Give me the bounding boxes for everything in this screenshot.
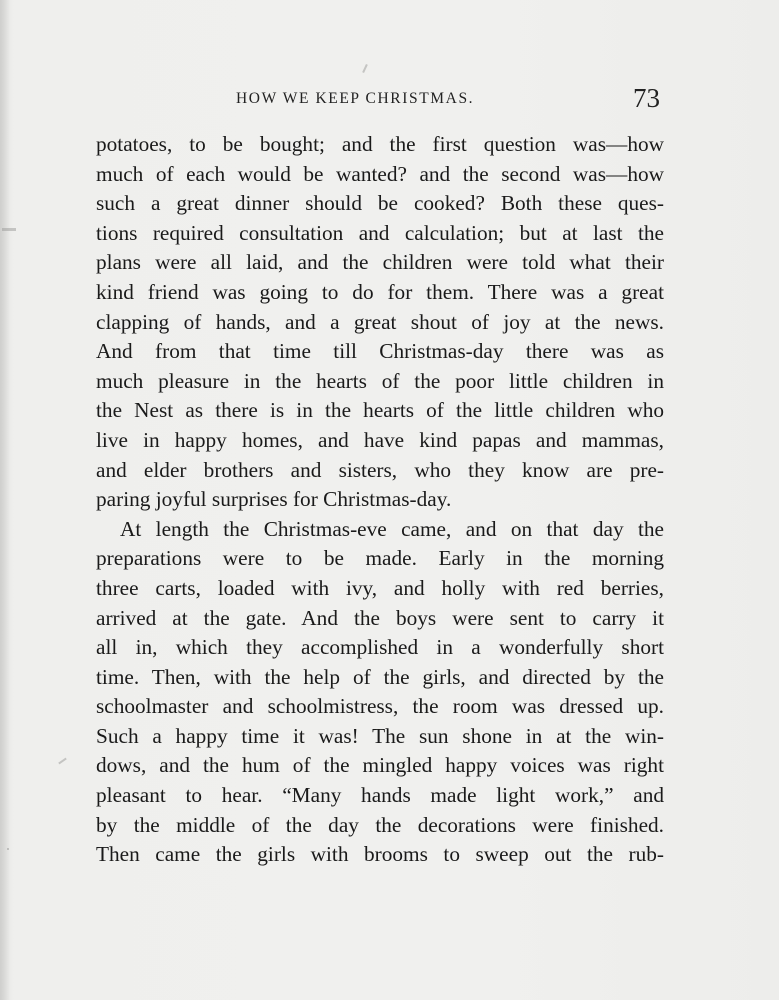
text-line: Then came the girls with brooms to sweep out the rub-	[96, 842, 664, 867]
text-line: the Nest as there is in the hearts of the little children who	[96, 398, 664, 423]
text-line: clapping of hands, and a great shout of joy at the news.	[96, 309, 664, 334]
body-text	[96, 130, 664, 870]
text-line: At length the Christmas-eve came, and on that day the	[120, 516, 664, 541]
text-line: preparations were to be made. Early in the morning	[96, 546, 664, 571]
text-line: dows, and the hum of the mingled happy voices was right	[96, 753, 664, 778]
text-line: much pleasure in the hearts of the poor little children in	[96, 368, 664, 393]
text-line: such a great dinner should be cooked? Both these ques-	[96, 191, 664, 216]
text-line: much of each would be wanted? and the second was—how	[96, 161, 664, 186]
text-line: live in happy homes, and have kind papas and mammas,	[96, 427, 664, 452]
paper-speck	[2, 228, 16, 231]
text-line: arrived at the gate. And the boys were sent to carry it	[96, 605, 664, 630]
text-line: all in, which they accomplished in a wonderfully short	[96, 635, 664, 660]
text-line: pleasant to hear. “Many hands made light work,” and	[96, 783, 664, 808]
gutter-shadow	[0, 0, 10, 1000]
paper-speck	[58, 758, 67, 765]
text-line: Such a happy time it was! The sun shone in at the win-	[96, 723, 664, 748]
text-line: three carts, loaded with ivy, and holly with red berries,	[96, 575, 664, 600]
text-line: tions required consultation and calculation; but at last the	[96, 220, 664, 245]
text-line: kind friend was going to do for them. There was a great	[96, 279, 664, 304]
paper-speck	[7, 848, 9, 850]
page-number: 73	[633, 83, 660, 113]
text-line: and elder brothers and sisters, who they know are pre-	[96, 457, 664, 482]
text-line: schoolmaster and schoolmistress, the room was dressed up.	[96, 694, 664, 719]
running-head: HOW WE KEEP CHRISTMAS.	[236, 90, 475, 107]
text-line: And from that time till Christmas-day there was as	[96, 339, 664, 364]
page-header	[96, 83, 666, 122]
text-line: time. Then, with the help of the girls, and directed by the	[96, 664, 664, 689]
text-line: plans were all laid, and the children were told what their	[96, 250, 664, 275]
paper-speck	[362, 64, 368, 73]
text-line: by the middle of the day the decorations were finished.	[96, 812, 664, 837]
text-line: paring joyful surprises for Christmas-day.	[96, 487, 452, 512]
text-line: potatoes, to be bought; and the first question was—how	[96, 132, 664, 156]
